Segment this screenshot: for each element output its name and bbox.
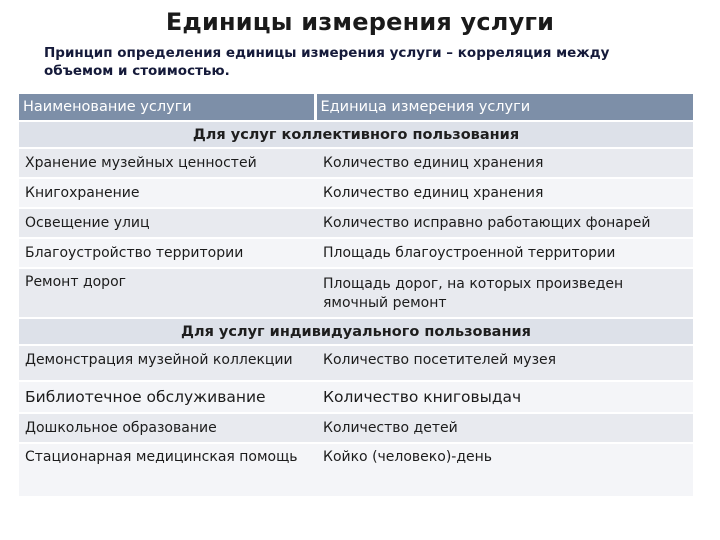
service-name-cell: Благоустройство территории xyxy=(19,238,315,268)
table-row xyxy=(19,178,693,208)
service-name-cell: Дошкольное образование xyxy=(19,413,315,443)
unit-cell: Количество единиц хранения xyxy=(315,148,693,178)
table-header-row xyxy=(19,94,693,121)
table-row xyxy=(19,238,693,268)
services-table xyxy=(19,94,693,498)
table-row xyxy=(19,413,693,443)
service-name-cell: Стационарная медицинская помощь xyxy=(19,443,315,497)
section-collective-row xyxy=(19,121,693,148)
unit-cell: Площадь дорог, на которых произведен ямочный ремонт xyxy=(315,268,693,318)
service-name-cell: Освещение улиц xyxy=(19,208,315,238)
page-title: Единицы измерения услуги xyxy=(165,8,555,36)
unit-cell: Количество посетителей музея xyxy=(315,345,693,381)
unit-cell: Количество детей xyxy=(315,413,693,443)
section-collective: Для услуг коллективного пользования xyxy=(19,121,693,148)
table-row xyxy=(19,443,693,497)
unit-cell: Количество исправно работающих фонарей xyxy=(315,208,693,238)
table-row xyxy=(19,268,693,318)
unit-cell: Количество единиц хранения xyxy=(315,178,693,208)
section-individual-row xyxy=(19,318,693,345)
service-name-cell: Хранение музейных ценностей xyxy=(19,148,315,178)
table-row xyxy=(19,148,693,178)
table-row xyxy=(19,345,693,381)
header-service-name: Наименование услуги xyxy=(19,94,315,121)
service-name-cell: Библиотечное обслуживание xyxy=(19,381,315,413)
service-name-cell: Демонстрация музейной коллекции xyxy=(19,345,315,381)
unit-cell: Площадь благоустроенной территории xyxy=(315,238,693,268)
section-individual: Для услуг индивидуального пользования xyxy=(19,318,693,345)
table-row xyxy=(19,208,693,238)
page-subtitle: Принцип определения единицы измерения услуги – корреляция между объемом и стоимостью. xyxy=(44,45,610,79)
service-name-cell: Ремонт дорог xyxy=(19,268,315,318)
table-row xyxy=(19,381,693,413)
unit-cell: Количество книговыдач xyxy=(315,381,693,413)
header-unit: Единица измерения услуги xyxy=(315,94,693,121)
service-name-cell: Книгохранение xyxy=(19,178,315,208)
unit-cell: Койко (человеко)-день xyxy=(315,443,693,497)
